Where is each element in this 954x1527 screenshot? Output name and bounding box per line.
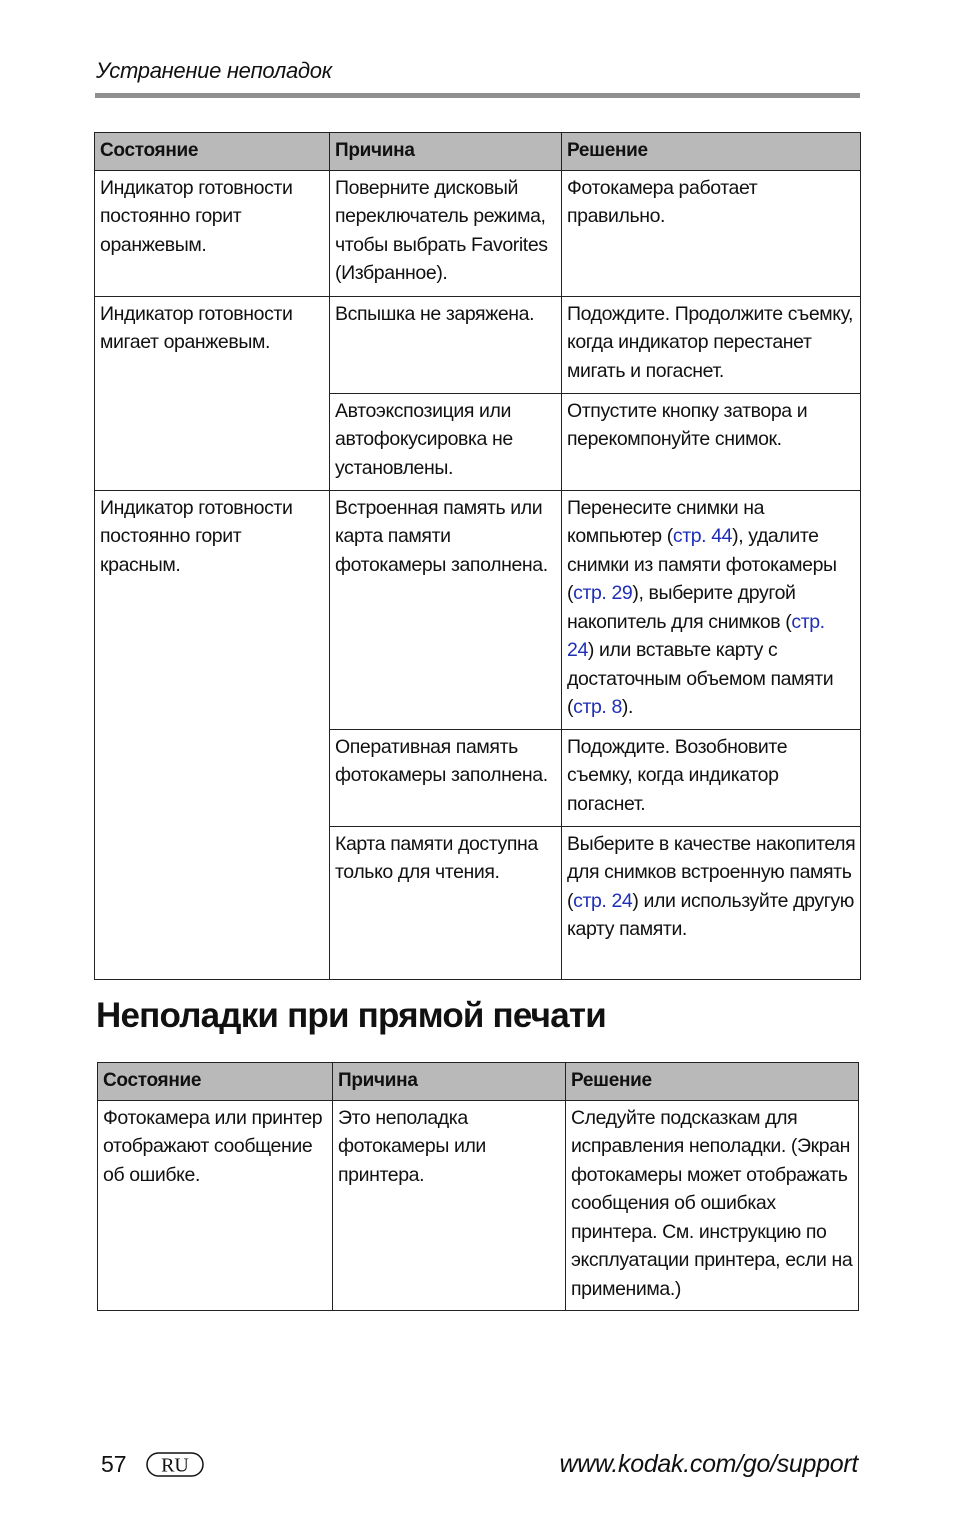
page-link-8[interactable]: стр. 8: [573, 696, 622, 718]
solution-cell: [562, 490, 861, 729]
column-header-cause: Причина: [330, 133, 562, 171]
cause-cell: Вспышка не заряжена.: [330, 296, 562, 393]
support-url-link[interactable]: www.kodak.com/go/support: [559, 1450, 858, 1478]
solution-text: Перенесите снимки на компьютер (: [567, 496, 765, 547]
page-link-29[interactable]: стр. 29: [573, 582, 633, 604]
state-cell: Индикатор готовности постоянно горит красным.: [95, 490, 330, 979]
column-header-state: Состояние: [95, 133, 330, 171]
solution-text: ) или используйте другую карту памяти.: [567, 889, 854, 940]
column-header-cause: Причина: [333, 1063, 566, 1101]
troubleshooting-table: [94, 132, 861, 980]
language-badge: [146, 1452, 204, 1477]
solution-cell: Подождите. Продолжите съемку, когда индикатор перестанет мигать и погаснет.: [562, 296, 861, 393]
solution-cell: Отпустите кнопку затвора и перекомпонуйте снимок.: [562, 393, 861, 490]
header-rule: [95, 93, 860, 98]
direct-print-table: [97, 1062, 859, 1311]
cause-cell: Оперативная память фотокамеры заполнена.: [330, 729, 562, 826]
solution-cell: Подождите. Возобновите съемку, когда индикатор погаснет.: [562, 729, 861, 826]
solution-cell: [562, 826, 861, 979]
solution-text: ).: [621, 696, 634, 718]
column-header-solution: Решение: [566, 1063, 859, 1101]
state-cell: Индикатор готовности постоянно горит оранжевым.: [95, 170, 330, 296]
cause-cell: Автоэкспозиция или автофокусировка не установлены.: [330, 393, 562, 490]
table-row: [95, 296, 861, 393]
cause-cell: Встроенная память или карта памяти фотокамеры заполнена.: [330, 490, 562, 729]
page-link-24[interactable]: стр. 24: [567, 610, 825, 661]
state-cell: Индикатор готовности мигает оранжевым.: [95, 296, 330, 490]
solution-text: ), выберите другой накопитель для снимков (: [567, 582, 796, 633]
page-link-24[interactable]: стр. 24: [573, 889, 633, 912]
table-header-row: [95, 133, 861, 171]
running-header: Устранение неполадок: [96, 58, 332, 83]
table-row: [98, 1100, 859, 1311]
solution-cell: Фотокамера работает правильно.: [562, 170, 861, 296]
cause-cell: Карта памяти доступна только для чтения.: [330, 826, 562, 979]
solution-text: ) или вставьте карту с достаточным объемом памяти (: [567, 639, 834, 718]
page-link-44[interactable]: стр. 44: [672, 525, 733, 547]
page-number: 57: [101, 1451, 127, 1477]
solution-cell: Следуйте подсказкам для исправления неполадки. (Экран фотокамеры может отображать сообщения об ошибках принтера. См. инструкцию по эксплуатации принтера, если на применима.): [566, 1100, 859, 1311]
solution-text: ), удалите снимки из памяти фотокамеры (: [567, 525, 837, 604]
table-header-row: [98, 1063, 859, 1101]
column-header-solution: Решение: [562, 133, 861, 171]
cause-cell: Это неполадка фотокамеры или принтера.: [333, 1100, 566, 1311]
table-row: [95, 490, 861, 729]
table-row: [95, 170, 861, 296]
column-header-state: Состояние: [98, 1063, 333, 1101]
state-cell: Фотокамера или принтер отображают сообщение об ошибке.: [98, 1100, 333, 1311]
solution-text: Выберите в качестве накопителя для снимков встроенную память (: [567, 832, 856, 912]
language-badge-text: RU: [161, 1454, 189, 1477]
section-title: Неполадки при прямой печати: [96, 996, 606, 1035]
cause-cell: Поверните дисковый переключатель режима, чтобы выбрать Favorites (Избранное).: [330, 170, 562, 296]
